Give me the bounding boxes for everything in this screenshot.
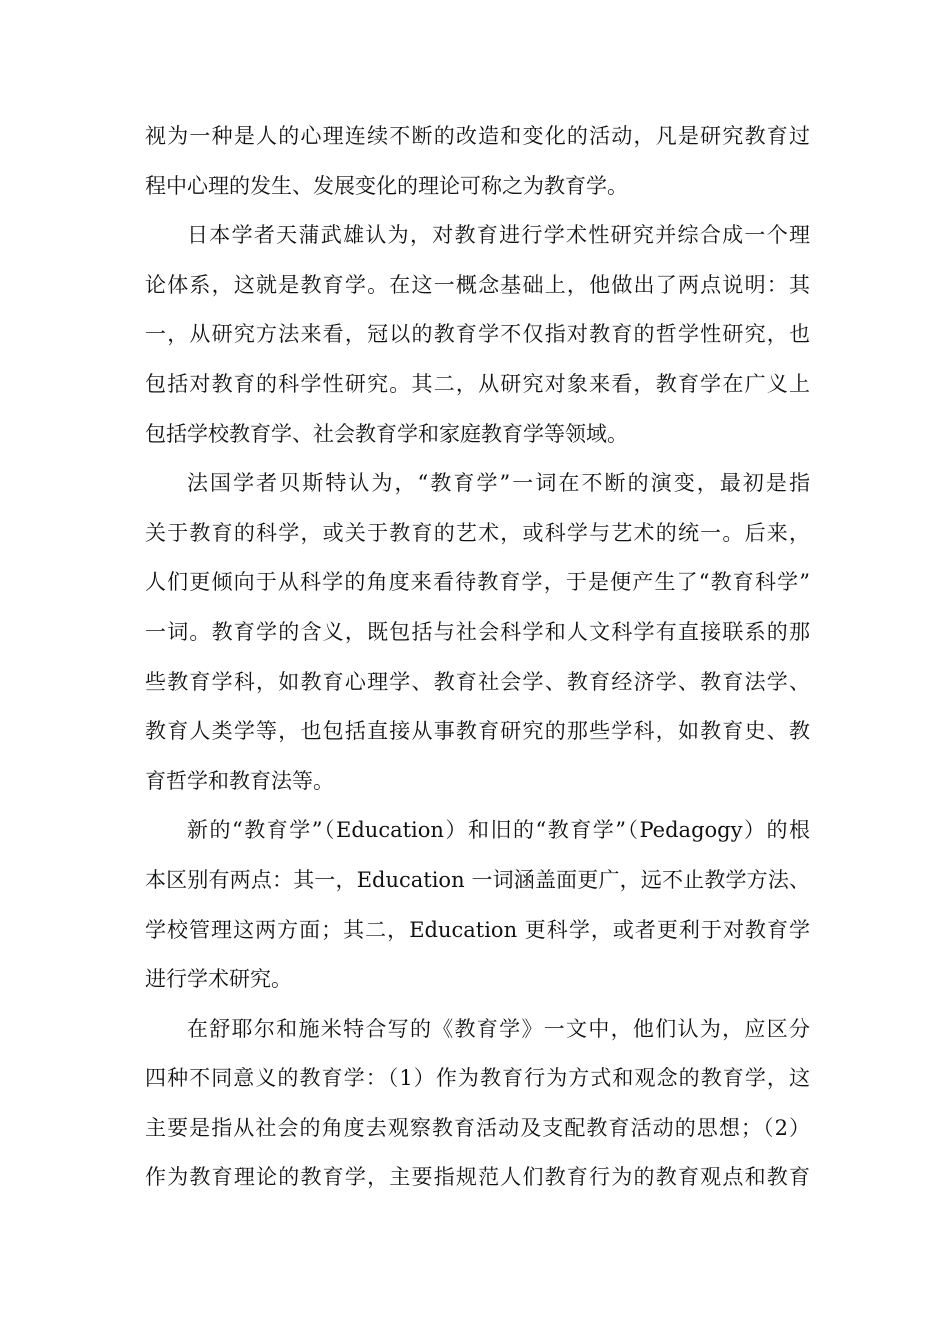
text-line: 包括学校教育学、社会教育学和家庭教育学等领域。 <box>145 421 628 446</box>
text-line: 日本学者天蒲武雄认为，对教育进行学术性研究并综合成一个理 <box>187 223 810 248</box>
text-line: 育哲学和教育法等。 <box>145 768 334 793</box>
text-line: 主要是指从社会的角度去观察教育活动及支配教育活动的思想；（2） <box>145 1115 810 1140</box>
text-line: 视为一种是人的心理连续不断的改造和变化的活动，凡是研究教育过 <box>145 124 810 148</box>
text-line: 在舒耶尔和施米特合写的《教育学》一文中，他们认为，应区分 <box>187 1016 810 1041</box>
body-text <box>145 112 810 1203</box>
text-line: 论体系，这就是教育学。在这一概念基础上，他做出了两点说明：其 <box>145 272 810 297</box>
text-line: 一词。教育学的含义，既包括与社会科学和人文科学有直接联系的那 <box>145 619 810 644</box>
paragraph-4 <box>145 806 810 1004</box>
text-line: 进行学术研究。 <box>145 967 292 992</box>
paragraph-1 <box>145 112 810 211</box>
text-line: 教育人类学等，也包括直接从事教育研究的那些学科，如教育史、教 <box>145 719 810 744</box>
text-line: 作为教育理论的教育学，主要指规范人们教育行为的教育观点和教育 <box>145 1165 810 1190</box>
text-line: 程中心理的发生、发展变化的理论可称之为教育学。 <box>145 173 628 198</box>
text-line: 新的“教育学”（Education）和旧的“教育学”（Pedagogy）的根 <box>187 818 810 843</box>
text-line: 些教育学科，如教育心理学、教育社会学、教育经济学、教育法学、 <box>145 669 810 694</box>
paragraph-5 <box>145 1005 810 1203</box>
text-line: 法国学者贝斯特认为，“教育学”一词在不断的演变，最初是指 <box>187 471 810 496</box>
paragraph-2 <box>145 211 810 459</box>
text-line: 人们更倾向于从科学的角度来看待教育学，于是便产生了“教育科学” <box>145 570 810 595</box>
text-line: 学校管理这两方面；其二，Education 更科学，或者更利于对教育学 <box>145 917 810 942</box>
text-line: 四种不同意义的教育学：（1）作为教育行为方式和观念的教育学，这 <box>145 1066 810 1091</box>
text-line: 包括对教育的科学性研究。其二，从研究对象来看，教育学在广义上 <box>145 371 810 396</box>
text-line: 关于教育的科学，或关于教育的艺术，或科学与艺术的统一。后来， <box>145 520 810 545</box>
paragraph-3 <box>145 459 810 806</box>
text-line: 一，从研究方法来看，冠以的教育学不仅指对教育的哲学性研究，也 <box>145 322 810 347</box>
text-line: 本区别有两点：其一，Education 一词涵盖面更广，远不止教学方法、 <box>145 867 810 892</box>
